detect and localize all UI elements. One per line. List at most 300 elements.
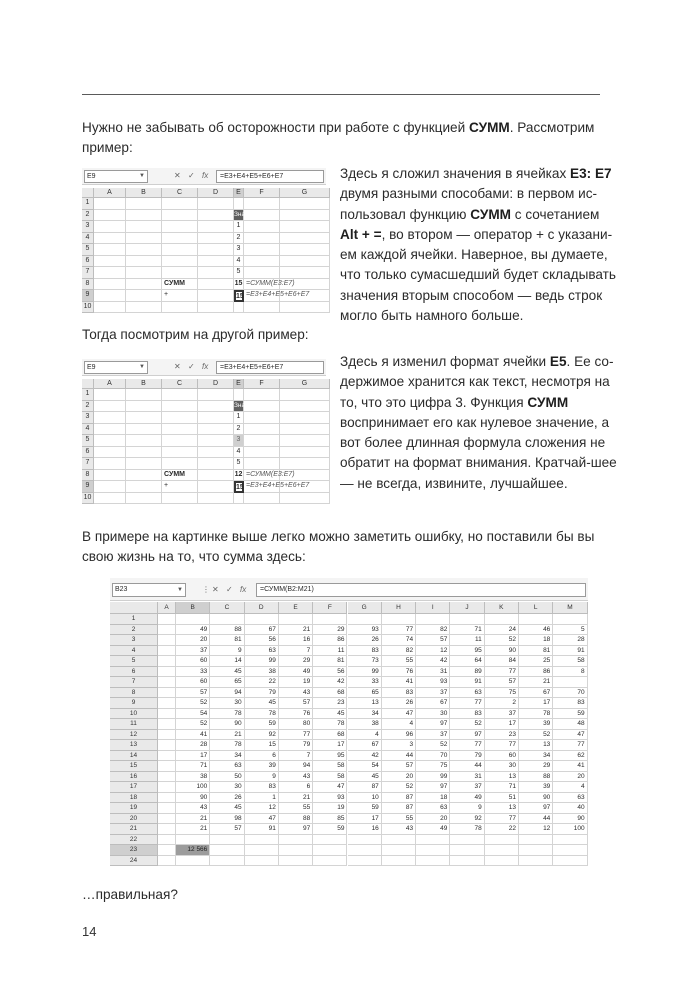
cell[interactable] <box>553 835 587 846</box>
cell[interactable] <box>280 493 330 505</box>
cell[interactable] <box>485 845 519 856</box>
data-cell[interactable]: 99 <box>348 667 382 678</box>
data-cell[interactable]: 90 <box>485 646 519 657</box>
cell[interactable] <box>280 302 330 314</box>
data-cell[interactable]: 37 <box>416 688 450 699</box>
cell[interactable] <box>280 244 330 256</box>
data-cell[interactable]: 65 <box>348 688 382 699</box>
cell[interactable] <box>162 267 198 279</box>
data-cell[interactable]: 75 <box>485 688 519 699</box>
cell[interactable] <box>198 447 234 459</box>
cell[interactable] <box>94 279 126 291</box>
data-cell[interactable]: 39 <box>245 761 279 772</box>
data-cell[interactable]: 88 <box>519 772 553 783</box>
name-box[interactable]: E9 ▼ <box>84 361 148 374</box>
data-cell[interactable]: 76 <box>279 709 313 720</box>
cell[interactable] <box>158 625 176 636</box>
data-cell[interactable]: 95 <box>450 646 484 657</box>
cell[interactable] <box>176 614 210 625</box>
row-header-13[interactable]: 13 <box>110 740 158 751</box>
cell[interactable] <box>280 279 330 291</box>
row-header-24[interactable]: 24 <box>110 856 158 867</box>
data-cell[interactable]: 34 <box>210 751 244 762</box>
cell[interactable] <box>162 424 198 436</box>
column-header-f[interactable]: F <box>313 602 347 614</box>
data-cell[interactable]: 63 <box>450 688 484 699</box>
cell[interactable] <box>158 782 176 793</box>
cell[interactable] <box>198 470 234 482</box>
data-cell[interactable]: 10 <box>348 793 382 804</box>
row-header-19[interactable]: 19 <box>110 803 158 814</box>
row-header-7[interactable]: 7 <box>82 458 94 470</box>
data-cell[interactable]: 70 <box>553 688 587 699</box>
data-cell[interactable]: 13 <box>485 803 519 814</box>
data-cell[interactable]: 57 <box>210 824 244 835</box>
cell[interactable] <box>158 740 176 751</box>
data-cell[interactable]: 96 <box>382 730 416 741</box>
cell[interactable] <box>244 412 280 424</box>
data-cell[interactable]: 80 <box>279 719 313 730</box>
data-cell[interactable]: 63 <box>210 761 244 772</box>
data-cell[interactable]: 83 <box>245 782 279 793</box>
data-cell[interactable]: 90 <box>553 814 587 825</box>
column-header-e[interactable]: E <box>234 188 244 198</box>
value-cell[interactable]: 5 <box>234 458 244 470</box>
cell[interactable] <box>198 256 234 268</box>
cell[interactable] <box>519 835 553 846</box>
data-cell[interactable]: 19 <box>313 803 347 814</box>
plus-label-cell[interactable]: + <box>162 290 198 302</box>
cell[interactable] <box>280 210 330 222</box>
data-cell[interactable]: 97 <box>519 803 553 814</box>
cell[interactable] <box>313 835 347 846</box>
cell[interactable] <box>94 401 126 413</box>
data-cell[interactable]: 77 <box>553 740 587 751</box>
cell[interactable] <box>280 435 330 447</box>
data-cell[interactable]: 83 <box>382 688 416 699</box>
data-cell[interactable]: 83 <box>450 709 484 720</box>
data-cell[interactable]: 76 <box>382 667 416 678</box>
data-cell[interactable]: 77 <box>485 814 519 825</box>
cell[interactable] <box>245 856 279 867</box>
cell[interactable] <box>94 256 126 268</box>
formula-input[interactable]: =E3+E4+E5+E6+E7 <box>216 361 324 374</box>
data-cell[interactable]: 63 <box>245 646 279 657</box>
cell[interactable] <box>158 761 176 772</box>
value-cell[interactable]: 3 <box>234 435 244 447</box>
row-header-10[interactable]: 10 <box>110 709 158 720</box>
data-cell[interactable]: 79 <box>245 688 279 699</box>
function-icon[interactable]: fx <box>240 585 247 594</box>
row-header-4[interactable]: 4 <box>82 424 94 436</box>
data-cell[interactable]: 77 <box>485 740 519 751</box>
cell[interactable] <box>94 233 126 245</box>
data-cell[interactable]: 20 <box>416 814 450 825</box>
data-cell[interactable]: 90 <box>519 793 553 804</box>
cell[interactable] <box>553 614 587 625</box>
column-header-a[interactable]: A <box>158 602 176 614</box>
data-cell[interactable]: 64 <box>450 656 484 667</box>
cell[interactable] <box>553 856 587 867</box>
data-cell[interactable]: 44 <box>382 751 416 762</box>
data-cell[interactable]: 45 <box>313 709 347 720</box>
corner-select-all[interactable] <box>110 602 158 614</box>
cell[interactable] <box>176 835 210 846</box>
row-header-10[interactable]: 10 <box>82 302 94 314</box>
cell[interactable] <box>158 730 176 741</box>
data-cell[interactable]: 93 <box>313 793 347 804</box>
cell[interactable] <box>158 698 176 709</box>
data-cell[interactable]: 9 <box>210 646 244 657</box>
cell[interactable] <box>198 233 234 245</box>
data-cell[interactable]: 49 <box>279 667 313 678</box>
cell[interactable] <box>280 401 330 413</box>
data-cell[interactable]: 16 <box>279 635 313 646</box>
column-header-e[interactable]: E <box>234 379 244 389</box>
cell[interactable] <box>245 845 279 856</box>
cell[interactable] <box>198 244 234 256</box>
cell[interactable] <box>158 656 176 667</box>
cell[interactable] <box>416 845 450 856</box>
cell[interactable] <box>158 845 176 856</box>
data-cell[interactable]: 29 <box>313 625 347 636</box>
data-cell[interactable]: 50 <box>210 772 244 783</box>
formula-input[interactable]: =СУММ(B2:M21) <box>256 583 586 597</box>
sum-label-cell[interactable]: СУММ <box>162 470 198 482</box>
cell[interactable] <box>280 447 330 459</box>
cell[interactable] <box>126 458 162 470</box>
row-header-6[interactable]: 6 <box>82 256 94 268</box>
data-cell[interactable]: 54 <box>176 709 210 720</box>
data-cell[interactable]: 56 <box>313 667 347 678</box>
cell[interactable] <box>244 210 280 222</box>
row-header-7[interactable]: 7 <box>82 267 94 279</box>
data-cell[interactable]: 17 <box>176 751 210 762</box>
row-header-15[interactable]: 15 <box>110 761 158 772</box>
row-header-1[interactable]: 1 <box>82 389 94 401</box>
data-cell[interactable]: 57 <box>176 688 210 699</box>
cell[interactable] <box>126 424 162 436</box>
value-cell[interactable]: 4 <box>234 447 244 459</box>
data-cell[interactable]: 21 <box>519 677 553 688</box>
data-cell[interactable]: 42 <box>313 677 347 688</box>
data-cell[interactable]: 38 <box>176 772 210 783</box>
cell[interactable] <box>198 221 234 233</box>
data-cell[interactable]: 7 <box>279 646 313 657</box>
cell[interactable] <box>162 458 198 470</box>
cell[interactable] <box>158 772 176 783</box>
data-cell[interactable]: 11 <box>313 646 347 657</box>
cell[interactable] <box>126 221 162 233</box>
cell[interactable] <box>158 751 176 762</box>
data-cell[interactable]: 37 <box>416 730 450 741</box>
cell[interactable] <box>94 412 126 424</box>
data-cell[interactable]: 60 <box>176 677 210 688</box>
data-cell[interactable]: 21 <box>210 730 244 741</box>
cell[interactable] <box>280 458 330 470</box>
sum-formula-note[interactable]: =СУММ(E3:E7) <box>244 279 280 291</box>
data-cell[interactable]: 63 <box>553 793 587 804</box>
cell[interactable] <box>126 481 162 493</box>
data-cell[interactable]: 59 <box>348 803 382 814</box>
data-cell[interactable]: 82 <box>416 625 450 636</box>
data-cell[interactable]: 6 <box>279 782 313 793</box>
data-cell[interactable]: 67 <box>416 698 450 709</box>
column-header-f[interactable]: F <box>244 188 280 198</box>
data-cell[interactable]: 17 <box>519 698 553 709</box>
plus-result-cell[interactable]: 15 <box>234 481 244 493</box>
value-cell[interactable]: 4 <box>234 256 244 268</box>
cell[interactable] <box>162 221 198 233</box>
cell[interactable] <box>279 845 313 856</box>
row-header-9[interactable]: 9 <box>82 481 94 493</box>
data-cell[interactable]: 57 <box>416 635 450 646</box>
cell[interactable] <box>158 793 176 804</box>
data-cell[interactable]: 12 <box>519 824 553 835</box>
data-cell[interactable]: 74 <box>382 635 416 646</box>
data-cell[interactable]: 30 <box>485 761 519 772</box>
data-cell[interactable]: 49 <box>450 793 484 804</box>
data-cell[interactable]: 91 <box>553 646 587 657</box>
cell[interactable] <box>198 290 234 302</box>
row-header-1[interactable]: 1 <box>110 614 158 625</box>
cell[interactable] <box>198 458 234 470</box>
data-cell[interactable]: 21 <box>279 793 313 804</box>
column-header-e[interactable]: E <box>279 602 313 614</box>
cell[interactable] <box>234 493 244 505</box>
cell[interactable] <box>94 290 126 302</box>
data-cell[interactable]: 89 <box>450 667 484 678</box>
name-box[interactable]: B23 ▼ <box>112 583 186 597</box>
cell[interactable] <box>94 198 126 210</box>
column-header-h[interactable]: H <box>382 602 416 614</box>
data-cell[interactable]: 29 <box>519 761 553 772</box>
row-header-3[interactable]: 3 <box>110 635 158 646</box>
data-cell[interactable]: 84 <box>485 656 519 667</box>
spreadsheet-grid[interactable] <box>82 188 326 318</box>
cell[interactable] <box>244 493 280 505</box>
spreadsheet-grid[interactable] <box>110 602 588 878</box>
cell[interactable] <box>244 267 280 279</box>
data-cell[interactable]: 33 <box>348 677 382 688</box>
row-header-7[interactable]: 7 <box>110 677 158 688</box>
name-box[interactable]: E9 ▼ <box>84 170 148 183</box>
row-header-6[interactable]: 6 <box>82 447 94 459</box>
data-cell[interactable]: 60 <box>176 656 210 667</box>
data-cell[interactable]: 79 <box>450 751 484 762</box>
data-cell[interactable]: 18 <box>416 793 450 804</box>
data-cell[interactable]: 52 <box>176 719 210 730</box>
data-cell[interactable]: 85 <box>313 814 347 825</box>
data-cell[interactable]: 100 <box>176 782 210 793</box>
data-cell[interactable]: 92 <box>450 814 484 825</box>
row-header-4[interactable]: 4 <box>110 646 158 657</box>
data-cell[interactable]: 44 <box>519 814 553 825</box>
cell[interactable] <box>126 198 162 210</box>
cell[interactable] <box>126 302 162 314</box>
cell[interactable] <box>280 198 330 210</box>
cell[interactable] <box>382 845 416 856</box>
data-cell[interactable]: 17 <box>348 814 382 825</box>
data-cell[interactable] <box>553 677 587 688</box>
data-cell[interactable]: 52 <box>416 740 450 751</box>
cell[interactable] <box>244 221 280 233</box>
data-cell[interactable]: 93 <box>348 625 382 636</box>
data-cell[interactable]: 1 <box>245 793 279 804</box>
column-header-j[interactable]: J <box>450 602 484 614</box>
data-cell[interactable]: 49 <box>176 625 210 636</box>
data-cell[interactable]: 78 <box>450 824 484 835</box>
cell[interactable] <box>280 221 330 233</box>
data-cell[interactable]: 87 <box>382 793 416 804</box>
column-header-g[interactable]: G <box>280 379 330 389</box>
spreadsheet-grid[interactable] <box>82 379 326 509</box>
cell[interactable] <box>348 845 382 856</box>
cell[interactable] <box>280 481 330 493</box>
data-cell[interactable]: 26 <box>382 698 416 709</box>
data-cell[interactable]: 52 <box>519 730 553 741</box>
cell[interactable] <box>158 803 176 814</box>
data-cell[interactable]: 79 <box>279 740 313 751</box>
cell[interactable] <box>210 835 244 846</box>
function-icon[interactable]: fx <box>202 171 209 180</box>
cell[interactable] <box>382 856 416 867</box>
column-header-d[interactable]: D <box>198 379 234 389</box>
row-header-16[interactable]: 16 <box>110 772 158 783</box>
data-cell[interactable]: 97 <box>450 730 484 741</box>
data-cell[interactable]: 100 <box>553 824 587 835</box>
row-header-8[interactable]: 8 <box>110 688 158 699</box>
data-cell[interactable]: 55 <box>382 656 416 667</box>
cell[interactable] <box>158 646 176 657</box>
data-cell[interactable]: 18 <box>519 635 553 646</box>
cell[interactable] <box>279 835 313 846</box>
cell[interactable] <box>280 389 330 401</box>
data-cell[interactable]: 30 <box>210 782 244 793</box>
sum-result-cell[interactable]: 15 <box>234 279 244 291</box>
cell[interactable] <box>280 233 330 245</box>
data-cell[interactable]: 71 <box>485 782 519 793</box>
column-header-g[interactable]: G <box>280 188 330 198</box>
data-cell[interactable]: 30 <box>210 698 244 709</box>
cell[interactable] <box>280 424 330 436</box>
row-header-9[interactable]: 9 <box>82 290 94 302</box>
data-cell[interactable]: 4 <box>348 730 382 741</box>
cell[interactable] <box>94 447 126 459</box>
data-cell[interactable]: 41 <box>553 761 587 772</box>
data-cell[interactable]: 78 <box>519 709 553 720</box>
row-header-8[interactable]: 8 <box>82 470 94 482</box>
data-cell[interactable]: 19 <box>279 677 313 688</box>
cell[interactable] <box>198 424 234 436</box>
data-cell[interactable]: 81 <box>313 656 347 667</box>
data-cell[interactable]: 13 <box>519 740 553 751</box>
data-cell[interactable]: 47 <box>553 730 587 741</box>
data-cell[interactable]: 78 <box>313 719 347 730</box>
data-cell[interactable]: 3 <box>382 740 416 751</box>
data-cell[interactable]: 16 <box>348 824 382 835</box>
data-cell[interactable]: 67 <box>348 740 382 751</box>
cell[interactable] <box>313 614 347 625</box>
cell[interactable] <box>126 435 162 447</box>
data-cell[interactable]: 88 <box>279 814 313 825</box>
data-cell[interactable]: 23 <box>313 698 347 709</box>
cell[interactable] <box>126 470 162 482</box>
cell[interactable] <box>94 221 126 233</box>
cell[interactable] <box>313 845 347 856</box>
cell[interactable] <box>348 856 382 867</box>
cell[interactable] <box>313 856 347 867</box>
cell[interactable] <box>94 493 126 505</box>
cell[interactable] <box>158 709 176 720</box>
sum-formula-note[interactable]: =СУММ(E3:E7) <box>244 470 280 482</box>
cell[interactable] <box>158 814 176 825</box>
data-cell[interactable]: 99 <box>245 656 279 667</box>
cell[interactable] <box>158 667 176 678</box>
data-cell[interactable]: 65 <box>210 677 244 688</box>
data-cell[interactable]: 25 <box>519 656 553 667</box>
data-cell[interactable]: 90 <box>176 793 210 804</box>
data-cell[interactable]: 75 <box>416 761 450 772</box>
function-icon[interactable]: fx <box>202 362 209 371</box>
cell[interactable] <box>234 198 244 210</box>
data-cell[interactable]: 6 <box>245 751 279 762</box>
cell[interactable] <box>382 835 416 846</box>
data-cell[interactable]: 93 <box>416 677 450 688</box>
column-header-f[interactable]: F <box>244 379 280 389</box>
data-cell[interactable]: 38 <box>348 719 382 730</box>
data-cell[interactable]: 83 <box>553 698 587 709</box>
column-header-c[interactable]: C <box>210 602 244 614</box>
data-cell[interactable]: 81 <box>519 646 553 657</box>
data-cell[interactable]: 94 <box>279 761 313 772</box>
cell[interactable] <box>94 267 126 279</box>
cell[interactable] <box>244 244 280 256</box>
data-cell[interactable]: 9 <box>245 772 279 783</box>
data-cell[interactable]: 37 <box>450 782 484 793</box>
cell[interactable] <box>94 389 126 401</box>
data-cell[interactable]: 43 <box>279 772 313 783</box>
cell[interactable] <box>162 256 198 268</box>
data-cell[interactable]: 92 <box>245 730 279 741</box>
column-header-b[interactable]: B <box>126 188 162 198</box>
row-header-14[interactable]: 14 <box>110 751 158 762</box>
cell[interactable] <box>162 302 198 314</box>
cell[interactable] <box>126 401 162 413</box>
data-cell[interactable]: 34 <box>348 709 382 720</box>
cell[interactable] <box>162 210 198 222</box>
cell[interactable] <box>210 614 244 625</box>
data-cell[interactable]: 44 <box>450 761 484 772</box>
data-cell[interactable]: 77 <box>279 730 313 741</box>
cell[interactable] <box>198 267 234 279</box>
data-cell[interactable]: 47 <box>245 814 279 825</box>
data-cell[interactable]: 60 <box>485 751 519 762</box>
cell[interactable] <box>348 835 382 846</box>
corner-select-all[interactable] <box>82 188 94 198</box>
cancel-icon[interactable]: ✕ <box>174 171 181 180</box>
data-cell[interactable]: 37 <box>176 646 210 657</box>
data-cell[interactable]: 5 <box>553 625 587 636</box>
data-cell[interactable]: 21 <box>176 814 210 825</box>
cell[interactable] <box>210 856 244 867</box>
data-cell[interactable]: 94 <box>210 688 244 699</box>
data-cell[interactable]: 83 <box>348 646 382 657</box>
cell[interactable] <box>94 302 126 314</box>
formula-input[interactable]: =E3+E4+E5+E6+E7 <box>216 170 324 183</box>
cell[interactable] <box>244 389 280 401</box>
data-cell[interactable]: 37 <box>485 709 519 720</box>
